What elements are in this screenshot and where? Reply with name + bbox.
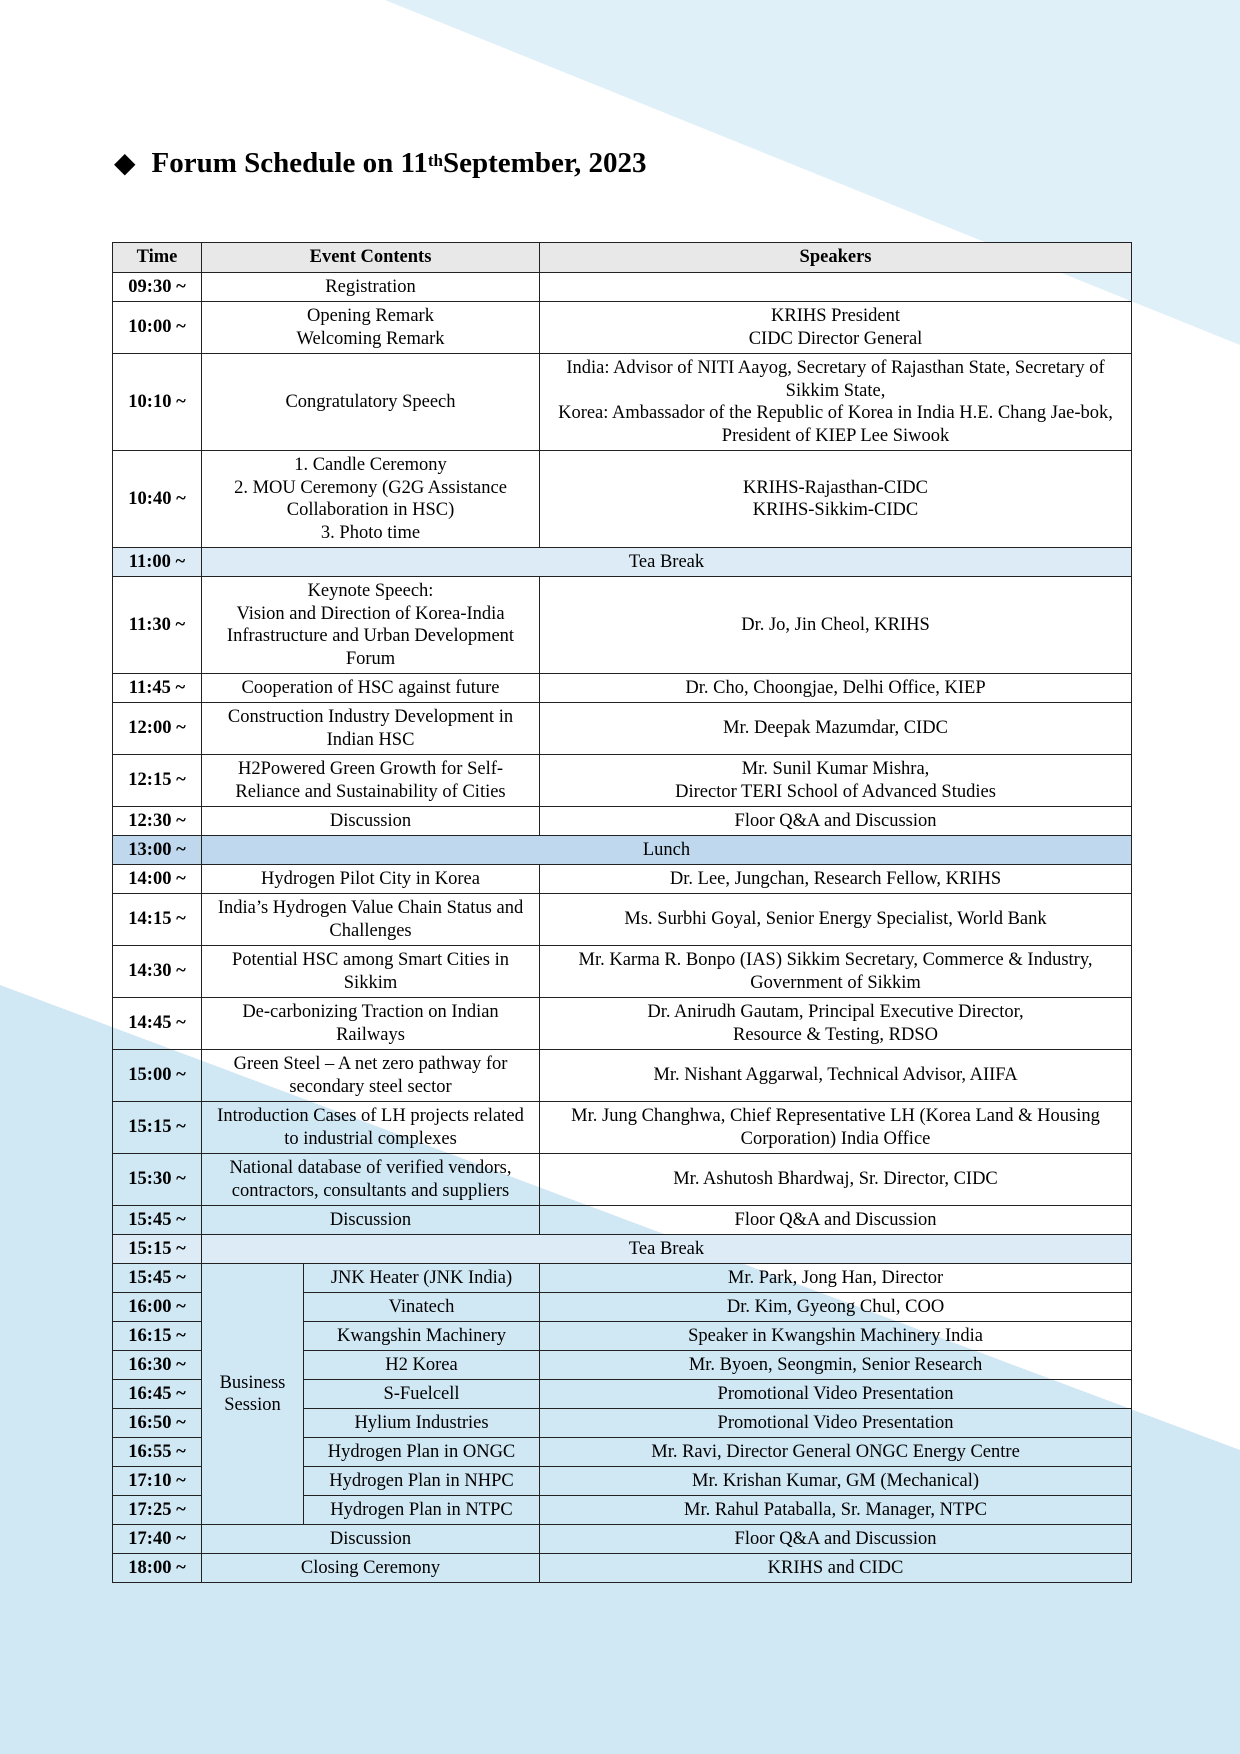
row-company: Hydrogen Plan in NTPC [304,1496,540,1525]
row-time: 16:30 ~ [113,1351,202,1380]
lunch-row [113,836,1132,865]
row-time: 15:15 ~ [113,1102,202,1154]
row-time: 11:30 ~ [113,577,202,674]
row-time: 14:15 ~ [113,894,202,946]
row-event: Closing Ceremony [202,1554,540,1583]
row-speakers: India: Advisor of NITI Aayog, Secretary of Rajasthan State, Secretary of Sikkim State, Korea: Ambassador of the Republic of Korea in India H.E. Chang Jae-bok, President of KIEP Lee Siwook [540,354,1132,451]
row-event: Hydrogen Pilot City in Korea [202,865,540,894]
title-sup: th [427,151,444,170]
row-speakers [540,273,1132,302]
row-time: 17:40 ~ [113,1525,202,1554]
row-company: Kwangshin Machinery [304,1322,540,1351]
row-company: JNK Heater (JNK India) [304,1264,540,1293]
business-session-label: Business Session [202,1264,304,1525]
row-time: 11:45 ~ [113,674,202,703]
row-event: India’s Hydrogen Value Chain Status and Challenges [202,894,540,946]
table-row [113,1102,1132,1154]
row-speakers: Mr. Sunil Kumar Mishra, Director TERI School of Advanced Studies [540,755,1132,807]
row-event: Discussion [202,1206,540,1235]
row-event: De-carbonizing Traction on Indian Railways [202,998,540,1050]
table-row [113,674,1132,703]
row-time: 15:00 ~ [113,1050,202,1102]
row-time: 15:15 ~ [113,1235,202,1264]
table-row [113,1050,1132,1102]
row-event: Registration [202,273,540,302]
row-speakers: Dr. Anirudh Gautam, Principal Executive Director, Resource & Testing, RDSO [540,998,1132,1050]
tea-break-label: Tea Break [202,1235,1132,1264]
row-company: Hydrogen Plan in NHPC [304,1467,540,1496]
row-time: 15:45 ~ [113,1264,202,1293]
row-time: 12:30 ~ [113,807,202,836]
row-speakers: Floor Q&A and Discussion [540,1206,1132,1235]
header-event: Event Contents [202,243,540,273]
table-row [113,894,1132,946]
title-suffix: September, 2023 [443,146,647,179]
table-row [113,865,1132,894]
row-company: Hydrogen Plan in ONGC [304,1438,540,1467]
lunch-label: Lunch [202,836,1132,865]
row-speakers: Mr. Deepak Mazumdar, CIDC [540,703,1132,755]
row-time: 12:00 ~ [113,703,202,755]
row-speakers: Mr. Krishan Kumar, GM (Mechanical) [540,1467,1132,1496]
row-time: 09:30 ~ [113,273,202,302]
row-time: 10:10 ~ [113,354,202,451]
row-speakers: Promotional Video Presentation [540,1380,1132,1409]
table-row [113,703,1132,755]
row-speakers: Floor Q&A and Discussion [540,807,1132,836]
table-row [113,577,1132,674]
row-time: 10:00 ~ [113,302,202,354]
row-speakers: KRIHS-Rajasthan-CIDC KRIHS-Sikkim-CIDC [540,451,1132,548]
diamond-bullet-icon: ◆ [114,148,136,179]
row-speakers: KRIHS President CIDC Director General [540,302,1132,354]
title-prefix: Forum Schedule on 11 [151,146,428,179]
row-time: 16:45 ~ [113,1380,202,1409]
row-event: Construction Industry Development in Indian HSC [202,703,540,755]
row-event: H2Powered Green Growth for Self-Reliance and Sustainability of Cities [202,755,540,807]
row-company: S-Fuelcell [304,1380,540,1409]
row-time: 10:40 ~ [113,451,202,548]
row-time: 18:00 ~ [113,1554,202,1583]
row-event: Keynote Speech: Vision and Direction of Korea-India Infrastructure and Urban Development Forum [202,577,540,674]
row-speakers: Dr. Lee, Jungchan, Research Fellow, KRIHS [540,865,1132,894]
row-time: 16:15 ~ [113,1322,202,1351]
row-event: Discussion [202,807,540,836]
row-time: 15:30 ~ [113,1154,202,1206]
row-time: 13:00 ~ [113,836,202,865]
row-company: Vinatech [304,1293,540,1322]
row-speakers: Mr. Jung Changhwa, Chief Representative LH (Korea Land & Housing Corporation) India Office [540,1102,1132,1154]
row-time: 14:00 ~ [113,865,202,894]
row-event: Potential HSC among Smart Cities in Sikkim [202,946,540,998]
row-time: 14:45 ~ [113,998,202,1050]
row-event: Congratulatory Speech [202,354,540,451]
table-header-row [113,243,1132,273]
row-time: 16:00 ~ [113,1293,202,1322]
schedule-table [112,242,1132,1583]
tea-break-row [113,1235,1132,1264]
row-speakers: Mr. Rahul Pataballa, Sr. Manager, NTPC [540,1496,1132,1525]
header-speakers: Speakers [540,243,1132,273]
table-row [113,302,1132,354]
table-row [113,946,1132,998]
tea-break-row [113,548,1132,577]
row-event: Opening Remark Welcoming Remark [202,302,540,354]
row-time: 14:30 ~ [113,946,202,998]
row-event: National database of verified vendors, contractors, consultants and suppliers [202,1154,540,1206]
row-speakers: Mr. Park, Jong Han, Director [540,1264,1132,1293]
row-speakers: KRIHS and CIDC [540,1554,1132,1583]
row-event: Introduction Cases of LH projects related to industrial complexes [202,1102,540,1154]
row-speakers: Promotional Video Presentation [540,1409,1132,1438]
row-speakers: Mr. Ravi, Director General ONGC Energy Centre [540,1438,1132,1467]
row-speakers: Speaker in Kwangshin Machinery India [540,1322,1132,1351]
table-row [113,1525,1132,1554]
business-row [113,1264,1132,1293]
row-speakers: Floor Q&A and Discussion [540,1525,1132,1554]
table-row [113,354,1132,451]
row-speakers: Dr. Jo, Jin Cheol, KRIHS [540,577,1132,674]
row-event: Green Steel – A net zero pathway for secondary steel sector [202,1050,540,1102]
row-time: 12:15 ~ [113,755,202,807]
header-time: Time [113,243,202,273]
row-speakers: Mr. Karma R. Bonpo (IAS) Sikkim Secretary, Commerce & Industry, Government of Sikkim [540,946,1132,998]
row-time: 11:00 ~ [113,548,202,577]
page-title [114,146,647,180]
table-row [113,807,1132,836]
row-event: 1. Candle Ceremony 2. MOU Ceremony (G2G Assistance Collaboration in HSC) 3. Photo time [202,451,540,548]
table-row [113,451,1132,548]
row-time: 15:45 ~ [113,1206,202,1235]
row-time: 17:10 ~ [113,1467,202,1496]
row-speakers: Mr. Byoen, Seongmin, Senior Research [540,1351,1132,1380]
row-event: Cooperation of HSC against future [202,674,540,703]
row-event: Discussion [202,1525,540,1554]
row-company: Hylium Industries [304,1409,540,1438]
row-speakers: Mr. Nishant Aggarwal, Technical Advisor, AIIFA [540,1050,1132,1102]
row-speakers: Ms. Surbhi Goyal, Senior Energy Specialist, World Bank [540,894,1132,946]
row-speakers: Mr. Ashutosh Bhardwaj, Sr. Director, CIDC [540,1154,1132,1206]
row-time: 16:50 ~ [113,1409,202,1438]
table-row [113,998,1132,1050]
tea-break-label: Tea Break [202,548,1132,577]
table-row [113,273,1132,302]
row-time: 17:25 ~ [113,1496,202,1525]
table-row [113,1206,1132,1235]
table-row [113,1554,1132,1583]
row-company: H2 Korea [304,1351,540,1380]
table-row [113,1154,1132,1206]
row-speakers: Dr. Cho, Choongjae, Delhi Office, KIEP [540,674,1132,703]
row-speakers: Dr. Kim, Gyeong Chul, COO [540,1293,1132,1322]
table-row [113,755,1132,807]
row-time: 16:55 ~ [113,1438,202,1467]
